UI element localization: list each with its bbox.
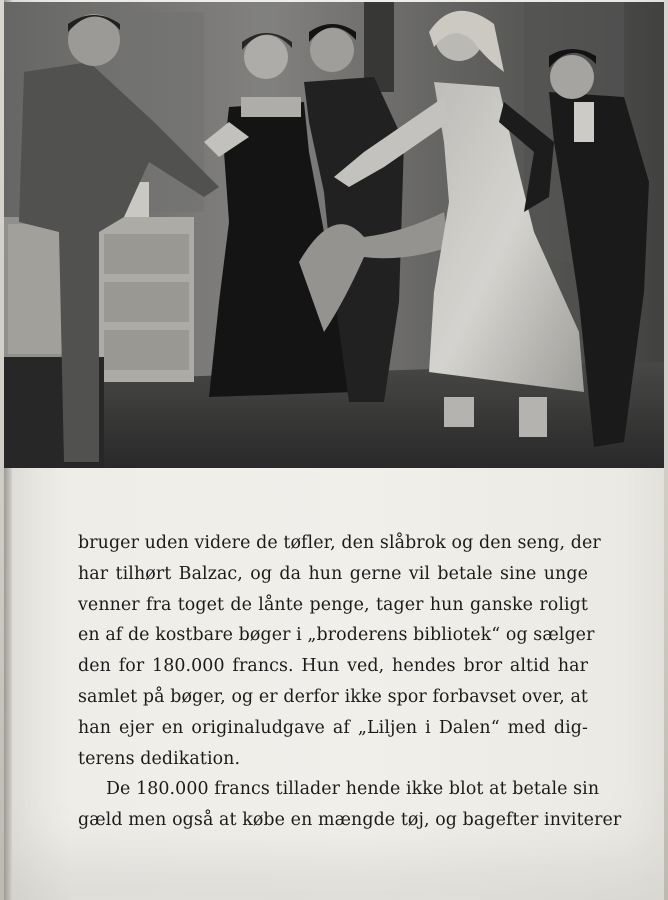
text-line: den for 180.000 francs. Hun ved, hendes bror altid har — [78, 656, 588, 677]
text-line: har tilhørt Balzac, og da hun gerne vil betale sine unge — [78, 563, 588, 584]
text-line: De 180.000 francs tillader hende ikke blot at betale sin — [106, 779, 600, 800]
film-still-photo — [4, 2, 664, 468]
body-text — [78, 528, 622, 836]
text-line: bruger uden videre de tøfler, den slåbrok og den seng, der — [78, 533, 601, 553]
book-page — [4, 0, 664, 900]
text-line: venner fra toget de lånte penge, tager hun ganske roligt — [78, 594, 588, 615]
paragraph-1 — [78, 528, 601, 774]
text-line: terens dedikation. — [78, 748, 241, 769]
text-line: gæld men også at købe en mængde tøj, og bagefter inviterer — [78, 810, 622, 831]
text-line: samlet på bøger, og er derfor ikke spor forbavset over, at — [78, 686, 588, 707]
text-line: en af de kostbare bøger i „broderens bibliotek“ og sælger — [78, 625, 595, 646]
paragraph-2 — [78, 774, 622, 836]
text-line: han ejer en originaludgave af „Liljen i Dalen“ med dig- — [78, 717, 588, 738]
